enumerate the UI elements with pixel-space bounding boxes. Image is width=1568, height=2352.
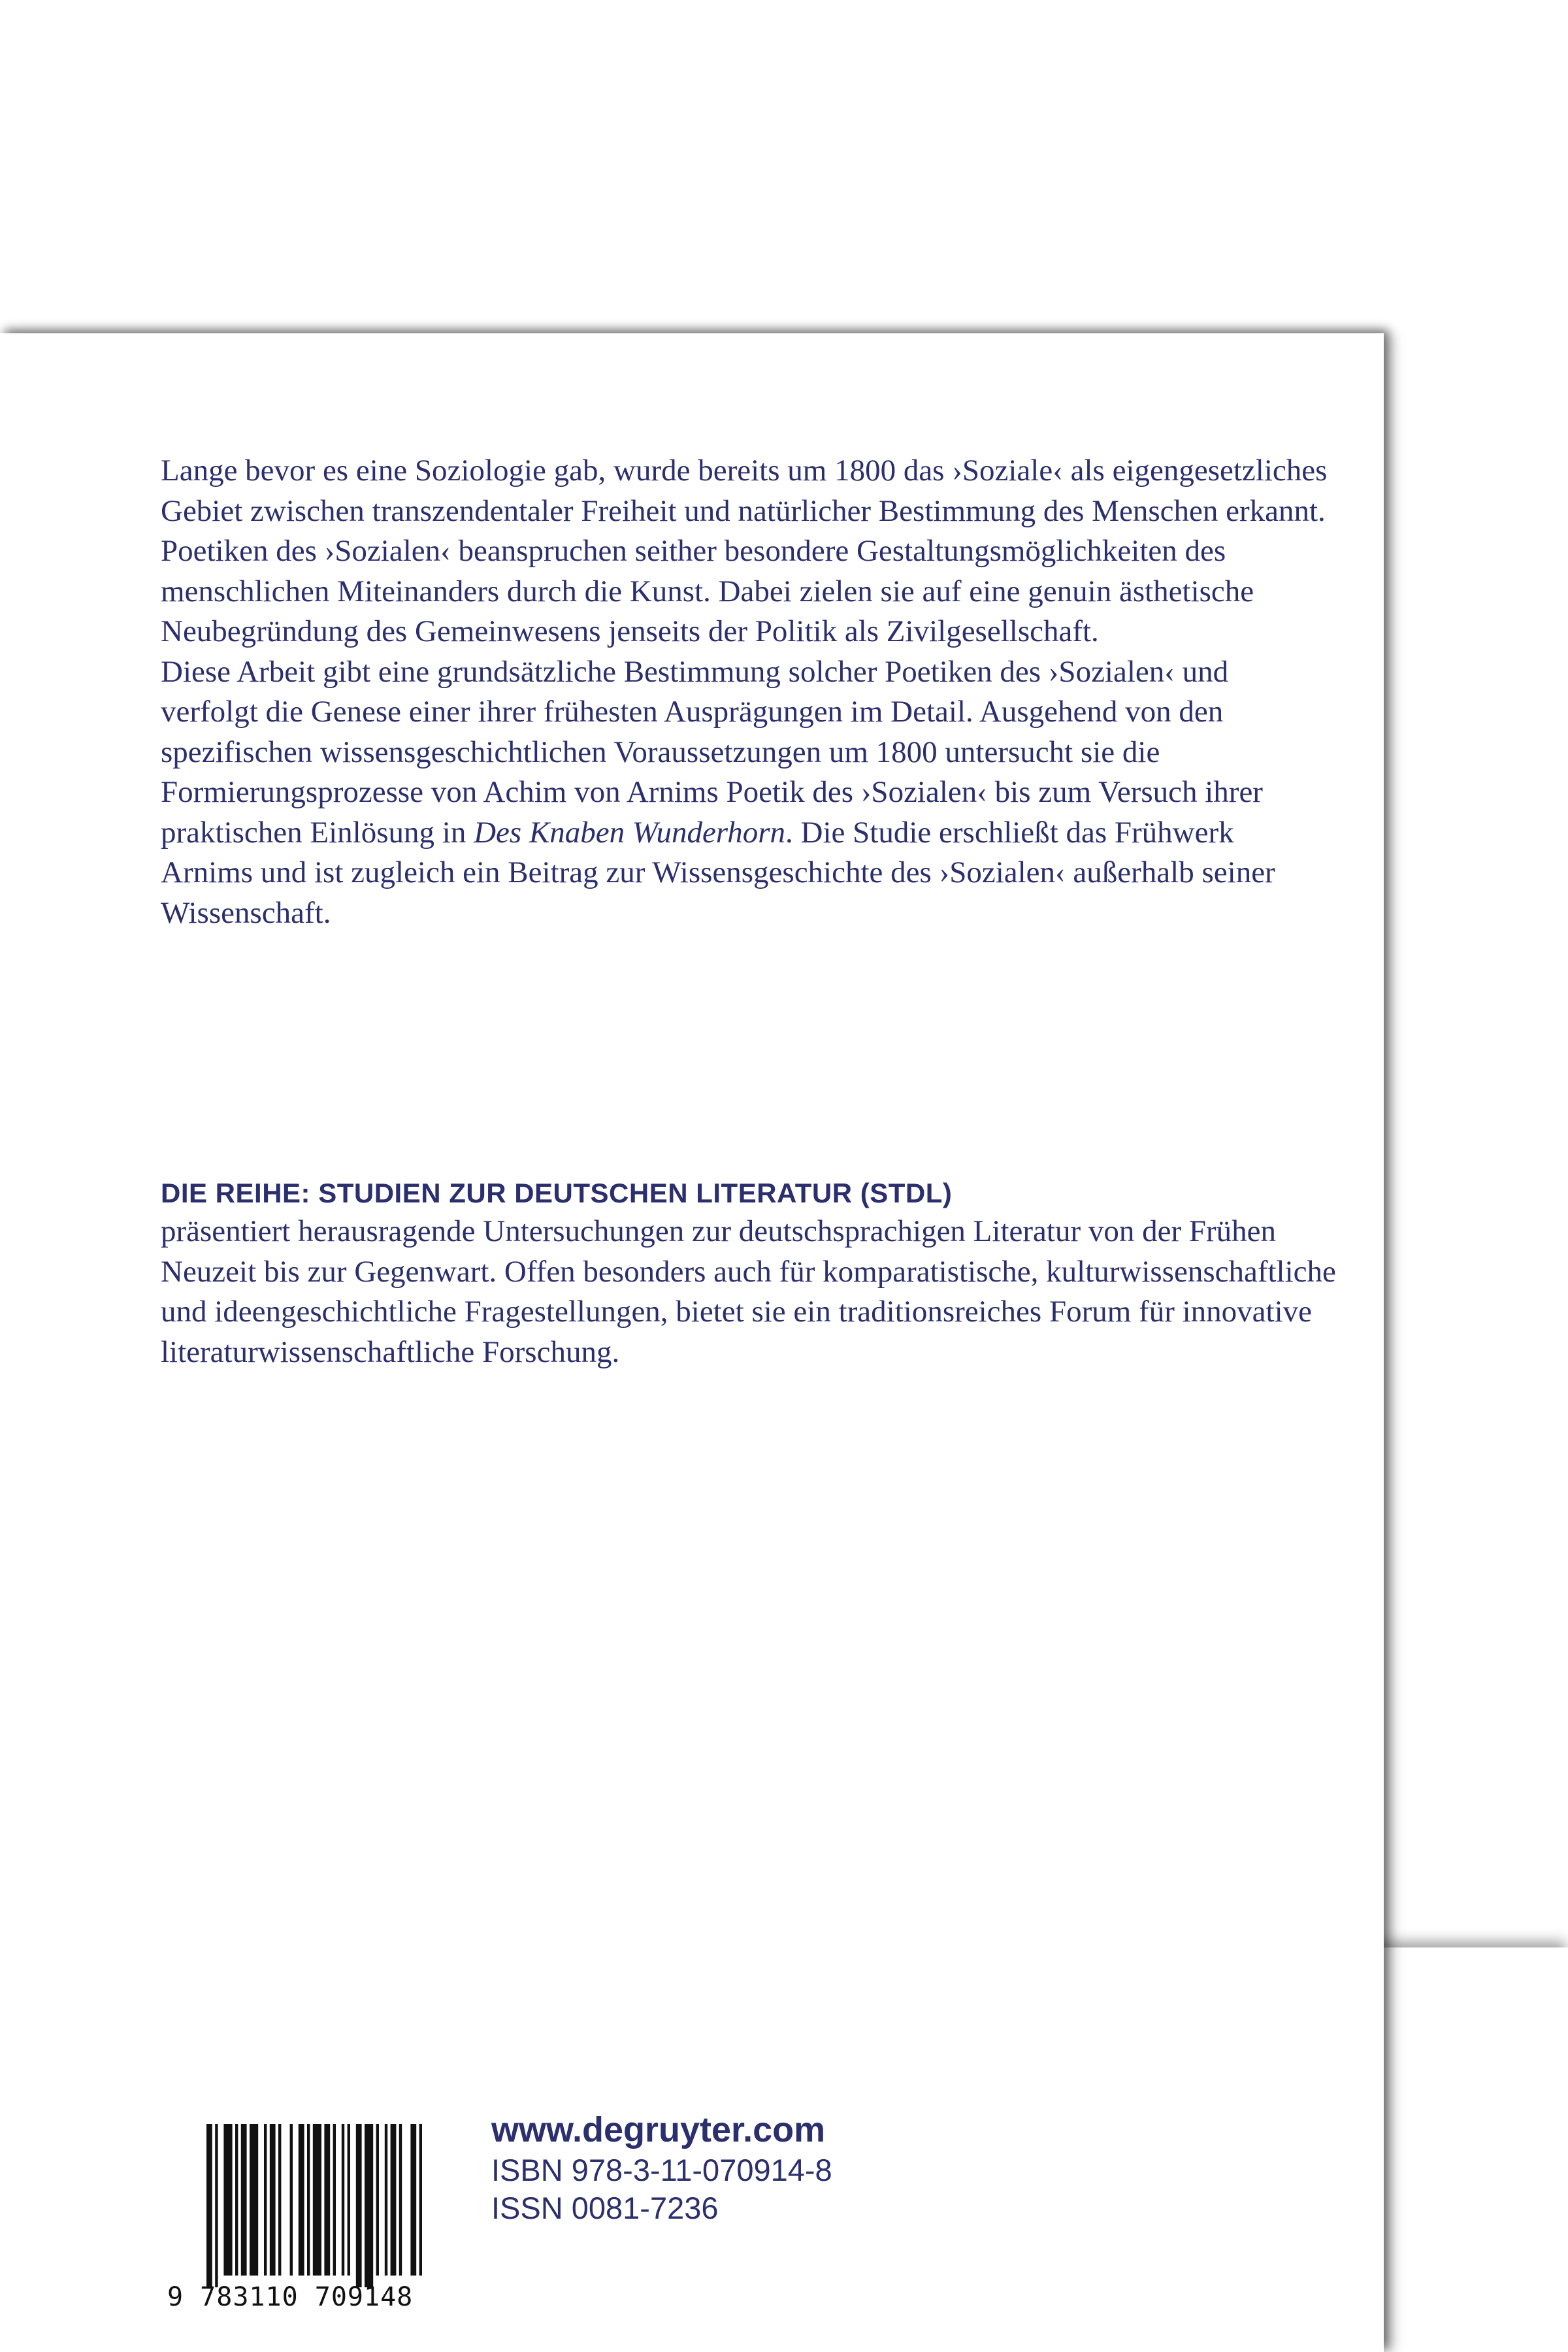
barcode-bar — [385, 2124, 387, 2276]
barcode-bar — [299, 2124, 304, 2276]
barcode — [167, 2124, 455, 2320]
barcode-bar — [365, 2124, 373, 2287]
blurb-text — [161, 451, 1330, 933]
barcode-bar — [278, 2124, 281, 2276]
barcode-bar — [419, 2124, 422, 2276]
barcode-bar — [324, 2124, 330, 2276]
issn-number: ISSN 0081-7236 — [491, 2191, 719, 2225]
publisher-info — [491, 2108, 832, 2227]
barcode-bar — [376, 2124, 379, 2276]
blurb-paragraph-2-start: Diese Arbeit gibt eine grundsätzliche Bestimmung solcher Poetiken des ›Sozialen‹ und verfolgt die Genese einer ihrer frühesten Ausprägungen im Detail. Ausgehend von den spezifischen wissensgeschichtlichen Voraussetzungen um 1800 untersucht sie die Formierungsprozesse von Achim von Arnims Poetik des ›Sozialen‹ bis zum Versuch ihrer praktischen Einlösung in — [161, 654, 1263, 850]
barcode-digits: 9 783110 709148 — [167, 2282, 414, 2312]
isbn-number: ISBN 978-3-11-070914-8 — [491, 2153, 832, 2187]
barcode-bar — [215, 2124, 218, 2287]
barcode-bar — [264, 2124, 267, 2276]
barcode-bar — [223, 2124, 232, 2276]
series-description: präsentiert herausragende Untersuchungen zur deutschsprachigen Literatur von der Frühen Neuzeit bis zur Gegenwart. Offen besonders auch für komparatistische, kulturwissenschaftliche und ideengeschichtliche Fragestellungen, bietet sie ein traditionsreiches Forum für innovative literaturwissenschaftliche Forschung. — [161, 1214, 1336, 1369]
publisher-url[interactable]: www.degruyter.com — [491, 2110, 826, 2149]
book-title-italic: Des Knaben Wunderhorn — [474, 815, 786, 850]
barcode-bar — [241, 2124, 247, 2276]
barcode-bar — [391, 2124, 397, 2276]
blurb-paragraph-2-end: . Die Studie erschließt das Frühwerk Arnims und ist zugleich ein Beitrag zur Wissensgeschichte des ›Sozialen‹ außerhalb seiner Wissenschaft. — [161, 815, 1275, 930]
barcode-bar — [290, 2124, 293, 2276]
book-back-cover — [0, 333, 1384, 2352]
barcode-bar — [356, 2124, 362, 2287]
barcode-bar — [399, 2124, 402, 2276]
barcode-bar — [342, 2124, 344, 2276]
barcode-bar — [410, 2124, 416, 2276]
barcode-bar — [313, 2124, 321, 2276]
blurb-paragraph-1: Lange bevor es eine Soziologie gab, wurde bereits um 1800 das ›Soziale‹ als eigengesetzliches Gebiet zwischen transzendentaler Freiheit und natürlicher Bestimmung des Menschen erkannt. Poetiken des ›Sozialen‹ beanspruchen seither besondere Gestaltungsmöglichkeiten des menschlichen Miteinanders durch die Kunst. Dabei zielen sie auf eine genuin ästhetische Neubegründung des Gemeinwesens jenseits der Politik als Zivilgesellschaft. — [161, 454, 1328, 648]
barcode-bar — [307, 2124, 310, 2276]
barcode-bar — [333, 2124, 336, 2276]
series-section — [161, 1175, 1337, 1372]
barcode-bar — [206, 2124, 212, 2287]
barcode-bar — [270, 2124, 276, 2276]
blurb-paragraph-2 — [161, 652, 1330, 934]
series-heading: DIE REIHE: STUDIEN ZUR DEUTSCHEN LITERATUR (STDL) — [161, 1178, 953, 1208]
barcode-bar — [235, 2124, 238, 2276]
barcode-bar — [348, 2124, 350, 2276]
ean13-barcode-icon — [206, 2124, 422, 2287]
barcode-bar — [250, 2124, 258, 2276]
